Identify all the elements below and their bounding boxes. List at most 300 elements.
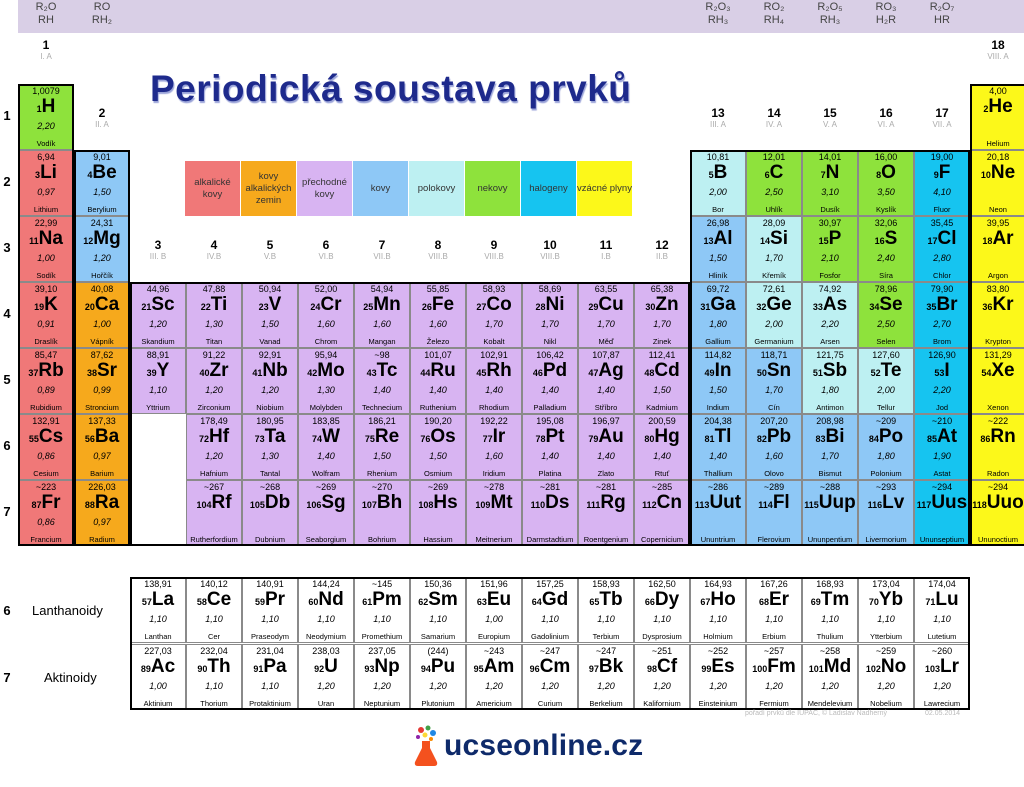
atomic-number: 75: [364, 434, 375, 444]
element-cell[interactable]: [242, 644, 298, 710]
element-cell[interactable]: [298, 644, 354, 710]
element-cell[interactable]: [466, 348, 522, 414]
element-cell[interactable]: [914, 480, 970, 546]
element-cell[interactable]: [298, 348, 354, 414]
element-cell[interactable]: [690, 480, 746, 546]
element-cell[interactable]: [522, 644, 578, 710]
element-cell[interactable]: [522, 282, 578, 348]
atomic-mass: 50,94: [258, 284, 282, 294]
element-cell[interactable]: [746, 577, 802, 643]
symbol-text: Ru: [430, 360, 456, 381]
element-cell[interactable]: [690, 414, 746, 480]
group-header: [131, 238, 185, 262]
element-cell[interactable]: [74, 150, 130, 216]
legend-metalloid: polokovy: [409, 161, 464, 216]
atomic-mass: 158,93: [592, 579, 620, 589]
element-name: Ununtrium: [700, 535, 736, 544]
atomic-number: 18: [982, 236, 993, 246]
element-cell[interactable]: [466, 577, 522, 643]
atomic-mass: 183,85: [312, 416, 340, 426]
electronegativity: 1,10: [373, 614, 391, 624]
element-cell[interactable]: [634, 644, 690, 710]
element-cell[interactable]: [802, 480, 858, 546]
element-symbol: [355, 492, 409, 516]
element-symbol: [915, 294, 969, 318]
element-name: Livermorium: [865, 535, 907, 544]
element-cell[interactable]: [298, 577, 354, 643]
atomic-mass: 69,72: [706, 284, 730, 294]
symbol-text: Rf: [211, 492, 232, 513]
element-symbol: [411, 589, 465, 613]
group-subgroup: VI. A: [877, 120, 895, 129]
electronegativity: 1,40: [373, 385, 391, 395]
element-cell[interactable]: [186, 414, 242, 480]
symbol-text: Ba: [94, 426, 120, 447]
group-header: [635, 238, 689, 262]
element-cell[interactable]: [410, 414, 466, 480]
atomic-number: 98: [646, 664, 657, 674]
electronegativity: 1,10: [149, 385, 167, 395]
element-cell[interactable]: [466, 282, 522, 348]
element-name: Berylium: [87, 205, 117, 214]
group-subgroup: V.B: [263, 252, 277, 261]
electronegativity: 1,20: [149, 319, 167, 329]
element-cell[interactable]: [970, 84, 1024, 150]
element-symbol: [187, 294, 241, 318]
electronegativity: 1,70: [485, 319, 503, 329]
element-cell[interactable]: [466, 644, 522, 710]
atomic-mass: 32,06: [874, 218, 898, 228]
element-symbol: [467, 656, 521, 680]
element-cell[interactable]: [74, 348, 130, 414]
atomic-mass: 47,88: [202, 284, 226, 294]
element-name: Seaborgium: [305, 535, 347, 544]
element-cell[interactable]: [74, 480, 130, 546]
element-symbol: [243, 589, 297, 613]
element-name: Cesium: [33, 469, 59, 478]
atomic-number: 63: [476, 597, 487, 607]
group-subgroup: VII. A: [932, 120, 952, 129]
element-cell[interactable]: [522, 577, 578, 643]
element-cell[interactable]: [298, 414, 354, 480]
element-cell[interactable]: [354, 348, 410, 414]
element-cell[interactable]: [18, 480, 74, 546]
element-symbol: [523, 426, 577, 450]
element-cell[interactable]: [634, 480, 690, 546]
element-name: Mendelevium: [807, 699, 853, 708]
element-name: Sodík: [36, 271, 56, 280]
symbol-text: Sc: [151, 294, 175, 315]
element-symbol: [243, 492, 297, 516]
element-symbol: [859, 589, 913, 613]
element-cell[interactable]: [354, 414, 410, 480]
actinoids-label: Aktinoidy: [44, 670, 97, 685]
element-cell[interactable]: [410, 480, 466, 546]
element-cell[interactable]: [186, 348, 242, 414]
electronegativity: 1,50: [653, 385, 671, 395]
element-symbol: [243, 360, 297, 384]
electronegativity: 1,80: [877, 451, 895, 461]
element-cell[interactable]: [634, 414, 690, 480]
element-cell[interactable]: [746, 414, 802, 480]
element-cell[interactable]: [802, 577, 858, 643]
element-name: Plutonium: [421, 699, 455, 708]
element-cell[interactable]: [634, 577, 690, 643]
element-cell[interactable]: [130, 282, 186, 348]
oxide-formula: [803, 1, 857, 27]
electronegativity: 1,50: [93, 187, 111, 197]
element-cell[interactable]: [858, 348, 914, 414]
element-cell[interactable]: [914, 644, 970, 710]
element-cell[interactable]: [802, 644, 858, 710]
element-symbol: [747, 656, 801, 680]
symbol-text: Ga: [710, 294, 736, 315]
element-symbol: [635, 294, 689, 318]
element-symbol: [523, 360, 577, 384]
atomic-mass: 140,91: [256, 579, 284, 589]
atomic-mass: 208,98: [816, 416, 844, 426]
electronegativity: 1,10: [933, 614, 951, 624]
element-cell[interactable]: [354, 480, 410, 546]
element-cell[interactable]: [522, 348, 578, 414]
group-subgroup: VIII. A: [987, 52, 1009, 61]
element-cell[interactable]: [18, 414, 74, 480]
element-cell[interactable]: [802, 216, 858, 282]
element-cell[interactable]: [130, 644, 186, 710]
element-cell[interactable]: [522, 480, 578, 546]
element-name: Kobalt: [483, 337, 505, 346]
element-cell[interactable]: [242, 480, 298, 546]
element-cell[interactable]: [970, 348, 1024, 414]
group-subgroup: VIII.B: [540, 252, 560, 261]
element-cell[interactable]: [858, 150, 914, 216]
atomic-mass: 88,91: [146, 350, 170, 360]
symbol-text: Pm: [372, 589, 402, 610]
atomic-mass: 58,93: [482, 284, 506, 294]
atomic-mass: 106,42: [536, 350, 564, 360]
group-number: 10: [543, 238, 557, 252]
element-cell[interactable]: [354, 577, 410, 643]
electronegativity: 1,70: [765, 385, 783, 395]
element-name: Praseodym: [251, 632, 289, 641]
electronegativity: 0,86: [37, 451, 55, 461]
group-number: 6: [322, 238, 330, 252]
element-name: Kadmium: [646, 403, 678, 412]
atomic-number: 74: [312, 434, 323, 444]
element-cell[interactable]: [970, 150, 1024, 216]
element-cell[interactable]: [74, 282, 130, 348]
element-cell[interactable]: [858, 577, 914, 643]
atomic-number: 91: [253, 664, 264, 674]
element-cell[interactable]: [18, 348, 74, 414]
group-header: [243, 238, 297, 262]
element-symbol: [19, 294, 73, 318]
electronegativity: 4,10: [933, 187, 951, 197]
group-number: 16: [879, 106, 893, 120]
symbol-text: Os: [430, 426, 456, 447]
symbol-text: Y: [156, 360, 170, 381]
element-cell[interactable]: [522, 414, 578, 480]
element-symbol: [915, 656, 969, 680]
atomic-number: 31: [700, 302, 711, 312]
group-header: [19, 38, 73, 62]
element-cell[interactable]: [914, 577, 970, 643]
electronegativity: 1,20: [261, 385, 279, 395]
electronegativity: 2,20: [933, 385, 951, 395]
electronegativity: 1,20: [373, 681, 391, 691]
atomic-number: 62: [418, 597, 429, 607]
element-cell[interactable]: [410, 577, 466, 643]
element-cell[interactable]: [578, 480, 634, 546]
oxide-text: RO₂: [763, 1, 785, 13]
element-cell[interactable]: [18, 84, 74, 150]
site-logo[interactable]: [412, 724, 643, 768]
element-cell[interactable]: [18, 282, 74, 348]
element-cell[interactable]: [746, 282, 802, 348]
atomic-mass: 28,09: [762, 218, 786, 228]
electronegativity: 1,90: [933, 451, 951, 461]
element-cell[interactable]: [634, 282, 690, 348]
element-cell[interactable]: [578, 348, 634, 414]
element-cell[interactable]: [858, 216, 914, 282]
element-symbol: [75, 492, 129, 516]
element-cell[interactable]: [746, 480, 802, 546]
atomic-number: 104: [196, 500, 212, 510]
element-cell[interactable]: [298, 480, 354, 546]
atomic-number: 93: [364, 664, 375, 674]
element-cell[interactable]: [858, 414, 914, 480]
element-cell[interactable]: [690, 348, 746, 414]
element-cell[interactable]: [130, 348, 186, 414]
symbol-text: Fe: [431, 294, 455, 315]
element-cell[interactable]: [746, 150, 802, 216]
atomic-number: 108: [418, 500, 434, 510]
element-cell[interactable]: [914, 348, 970, 414]
atomic-mass: 131,29: [984, 350, 1012, 360]
element-symbol: [635, 492, 689, 516]
group-subgroup: II. A: [95, 120, 109, 129]
element-cell[interactable]: [970, 216, 1024, 282]
atomic-number: 19: [34, 302, 45, 312]
element-cell[interactable]: [298, 282, 354, 348]
hydride-text: RH₃: [819, 14, 841, 26]
atomic-number: 89: [140, 664, 151, 674]
atomic-number: 58: [196, 597, 207, 607]
element-cell[interactable]: [242, 282, 298, 348]
element-cell[interactable]: [354, 644, 410, 710]
element-cell[interactable]: [690, 150, 746, 216]
element-cell[interactable]: [746, 644, 802, 710]
element-symbol: [579, 589, 633, 613]
element-cell[interactable]: [18, 216, 74, 282]
element-cell[interactable]: [634, 348, 690, 414]
element-name: Argon: [987, 271, 1008, 280]
element-name: Darmstadtium: [526, 535, 574, 544]
atomic-number: 106: [306, 500, 322, 510]
symbol-text: Po: [878, 426, 904, 447]
symbol-text: Pr: [264, 589, 286, 610]
element-cell[interactable]: [970, 414, 1024, 480]
atomic-number: 8: [876, 170, 882, 180]
element-symbol: [411, 294, 465, 318]
element-name: Ununpentium: [807, 535, 853, 544]
electronegativity: 1,40: [429, 385, 447, 395]
oxide-text: R₂O₇: [929, 1, 955, 13]
element-name: Osmium: [424, 469, 452, 478]
element-cell[interactable]: [802, 348, 858, 414]
element-cell[interactable]: [970, 480, 1024, 546]
element-cell[interactable]: [802, 282, 858, 348]
element-cell[interactable]: [578, 644, 634, 710]
element-cell[interactable]: [186, 282, 242, 348]
element-cell[interactable]: [466, 480, 522, 546]
element-cell[interactable]: [130, 577, 186, 643]
element-cell[interactable]: [186, 577, 242, 643]
electronegativity: 1,10: [205, 614, 223, 624]
element-symbol: [579, 656, 633, 680]
element-symbol: [243, 656, 297, 680]
atomic-number: 50: [756, 368, 767, 378]
element-symbol: [19, 360, 73, 384]
electronegativity: 1,20: [877, 681, 895, 691]
atomic-mass: 58,69: [538, 284, 562, 294]
atomic-number: 73: [254, 434, 265, 444]
oxide-formula: [19, 1, 73, 27]
electronegativity: 1,70: [765, 253, 783, 263]
period-number: 3: [3, 240, 11, 255]
symbol-text: Th: [207, 656, 231, 677]
element-symbol: [915, 162, 969, 186]
element-cell[interactable]: [242, 414, 298, 480]
element-name: Americium: [476, 699, 512, 708]
element-symbol: [971, 492, 1024, 516]
element-cell[interactable]: [186, 480, 242, 546]
symbol-text: Hg: [654, 426, 680, 447]
atomic-mass: 151,96: [480, 579, 508, 589]
element-cell[interactable]: [466, 414, 522, 480]
element-cell[interactable]: [914, 216, 970, 282]
element-cell[interactable]: [914, 282, 970, 348]
symbol-text: Cr: [320, 294, 342, 315]
element-symbol: [467, 589, 521, 613]
atomic-number: 10: [980, 170, 991, 180]
element-name: Hliník: [708, 271, 728, 280]
element-cell[interactable]: [914, 414, 970, 480]
atomic-number: 35: [926, 302, 937, 312]
element-cell[interactable]: [690, 644, 746, 710]
symbol-text: Be: [92, 162, 117, 183]
group-header: [355, 238, 409, 262]
element-symbol: [859, 162, 913, 186]
group-header: [915, 106, 969, 130]
symbol-text: V: [268, 294, 282, 315]
symbol-text: Ca: [94, 294, 120, 315]
atomic-mass: ~267: [203, 482, 225, 492]
element-cell[interactable]: [578, 414, 634, 480]
element-symbol: [467, 360, 521, 384]
symbol-text: Am: [483, 656, 515, 677]
symbol-text: Na: [38, 228, 63, 249]
element-symbol: [75, 360, 129, 384]
element-symbol: [747, 294, 801, 318]
symbol-text: In: [714, 360, 732, 381]
atomic-mass: ~278: [483, 482, 505, 492]
atomic-number: 97: [588, 664, 599, 674]
atomic-number: 28: [535, 302, 546, 312]
element-name: Lanthan: [144, 632, 172, 641]
symbol-text: Pt: [545, 426, 565, 447]
element-cell[interactable]: [354, 282, 410, 348]
symbol-text: Ag: [598, 360, 624, 381]
element-cell[interactable]: [410, 282, 466, 348]
element-cell[interactable]: [746, 348, 802, 414]
element-name: Dubnium: [254, 535, 285, 544]
atomic-mass: 26,98: [706, 218, 730, 228]
element-symbol: [803, 426, 857, 450]
element-cell[interactable]: [690, 282, 746, 348]
element-cell[interactable]: [410, 348, 466, 414]
period-number: 6: [3, 438, 11, 453]
element-cell[interactable]: [74, 216, 130, 282]
atomic-mass: ~247: [595, 646, 617, 656]
element-name: Uran: [317, 699, 335, 708]
symbol-text: Ni: [545, 294, 565, 315]
atomic-mass: 174,04: [928, 579, 956, 589]
element-cell[interactable]: [242, 348, 298, 414]
atomic-mass: 22,99: [34, 218, 58, 228]
element-cell[interactable]: [802, 414, 858, 480]
symbol-text: Re: [374, 426, 400, 447]
element-cell[interactable]: [858, 282, 914, 348]
atomic-mass: ~222: [987, 416, 1009, 426]
element-cell[interactable]: [746, 216, 802, 282]
element-cell[interactable]: [858, 480, 914, 546]
atomic-mass: 196,97: [592, 416, 620, 426]
atomic-number: 66: [644, 597, 655, 607]
atomic-number: 38: [86, 368, 97, 378]
element-cell[interactable]: [410, 644, 466, 710]
element-cell[interactable]: [970, 282, 1024, 348]
element-cell[interactable]: [186, 644, 242, 710]
atomic-number: 92: [314, 664, 325, 674]
element-cell[interactable]: [914, 150, 970, 216]
element-name: Radium: [89, 535, 115, 544]
atomic-number: 82: [756, 434, 767, 444]
atomic-number: 7: [820, 170, 826, 180]
element-name: Zlato: [597, 469, 615, 478]
element-cell[interactable]: [802, 150, 858, 216]
element-symbol: [747, 426, 801, 450]
element-symbol: [131, 656, 185, 680]
element-cell[interactable]: [690, 216, 746, 282]
element-cell[interactable]: [578, 282, 634, 348]
element-cell[interactable]: [74, 414, 130, 480]
element-cell[interactable]: [690, 577, 746, 643]
element-symbol: [971, 360, 1024, 384]
element-name: Radon: [986, 469, 1010, 478]
element-cell[interactable]: [578, 577, 634, 643]
atomic-number: 43: [366, 368, 377, 378]
element-name: Lawrecium: [923, 699, 961, 708]
element-cell[interactable]: [242, 577, 298, 643]
element-cell[interactable]: [18, 150, 74, 216]
hydride-text: RH₃: [707, 14, 729, 26]
hydride-text: RH₂: [91, 14, 113, 26]
element-cell[interactable]: [858, 644, 914, 710]
atomic-mass: 16,00: [874, 152, 898, 162]
atomic-mass: 74,92: [818, 284, 842, 294]
element-symbol: [299, 426, 353, 450]
